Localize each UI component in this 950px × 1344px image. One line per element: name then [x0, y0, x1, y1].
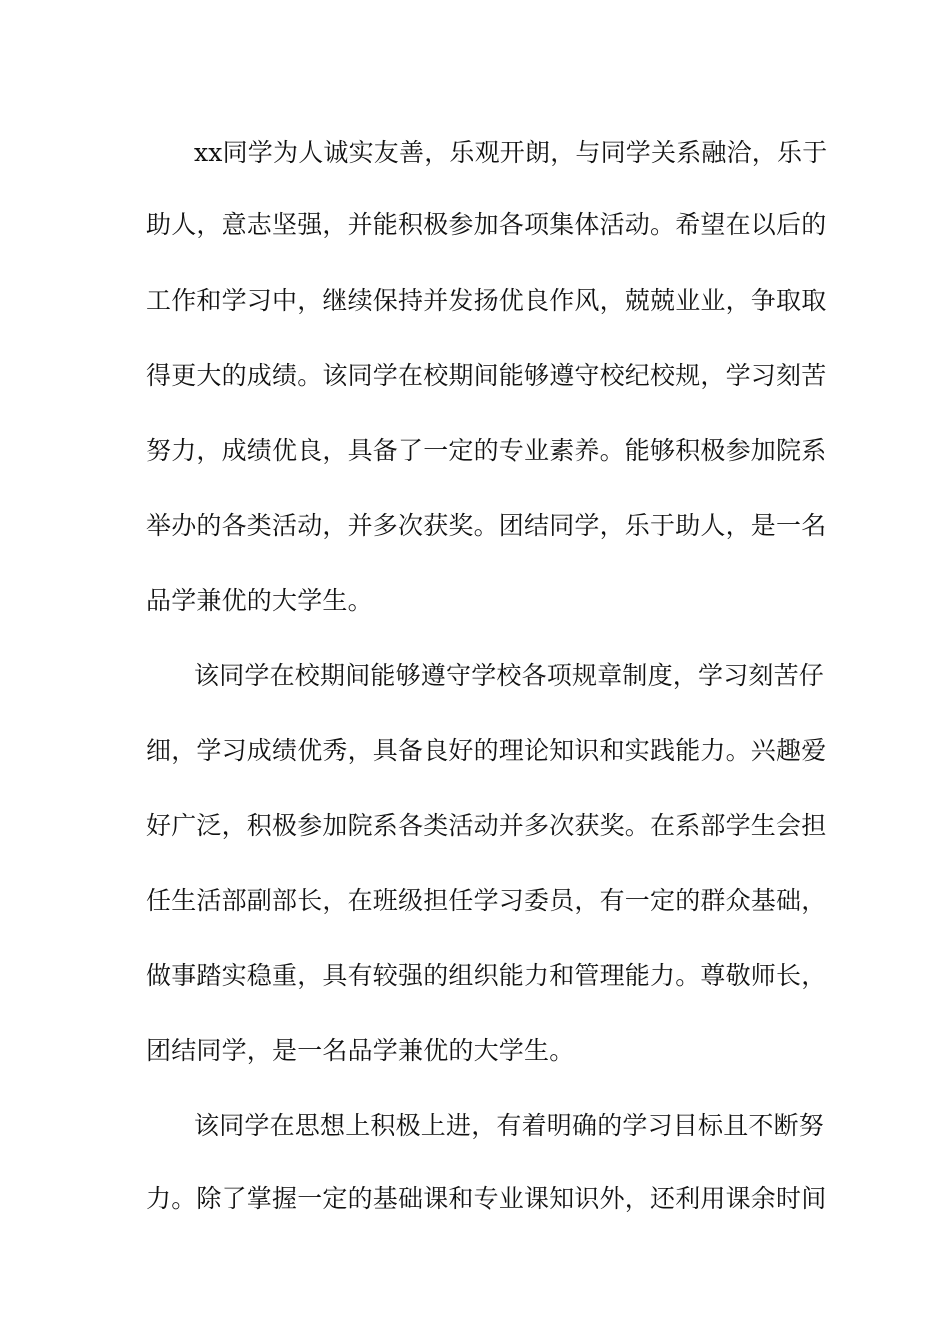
text-line: 任生活部副部长，在班级担任学习委员，有一定的群众基础，	[146, 886, 827, 915]
text-line: 举办的各类活动，并多次获奖。团结同学，乐于助人，是一名	[146, 511, 827, 540]
text-line: 团结同学，是一名品学兼优的大学生。	[146, 1036, 575, 1065]
text-line: 工作和学习中，继续保持并发扬优良作风，兢兢业业，争取取	[146, 286, 827, 315]
text-line: 好广泛，积极参加院系各类活动并多次获奖。在系部学生会担	[146, 811, 827, 840]
text-line: 做事踏实稳重，具有较强的组织能力和管理能力。尊敬师长，	[146, 961, 827, 990]
text-line: xx同学为人诚实友善，乐观开朗，与同学关系融洽，乐于	[194, 138, 828, 167]
text-line: 得更大的成绩。该同学在校期间能够遵守校纪校规，学习刻苦	[146, 361, 827, 390]
text-line: 品学兼优的大学生。	[146, 586, 373, 615]
text-line: 该同学在思想上积极上进，有着明确的学习目标且不断努	[194, 1111, 825, 1140]
text-line: 助人，意志坚强，并能积极参加各项集体活动。希望在以后的	[146, 210, 827, 239]
text-line: 细，学习成绩优秀，具备良好的理论知识和实践能力。兴趣爱	[146, 736, 827, 765]
text-line: 努力，成绩优良，具备了一定的专业素养。能够积极参加院系	[146, 436, 827, 465]
text-line: 该同学在校期间能够遵守学校各项规章制度，学习刻苦仔	[194, 661, 825, 690]
text-line: 力。除了掌握一定的基础课和专业课知识外，还利用课余时间	[146, 1184, 827, 1213]
